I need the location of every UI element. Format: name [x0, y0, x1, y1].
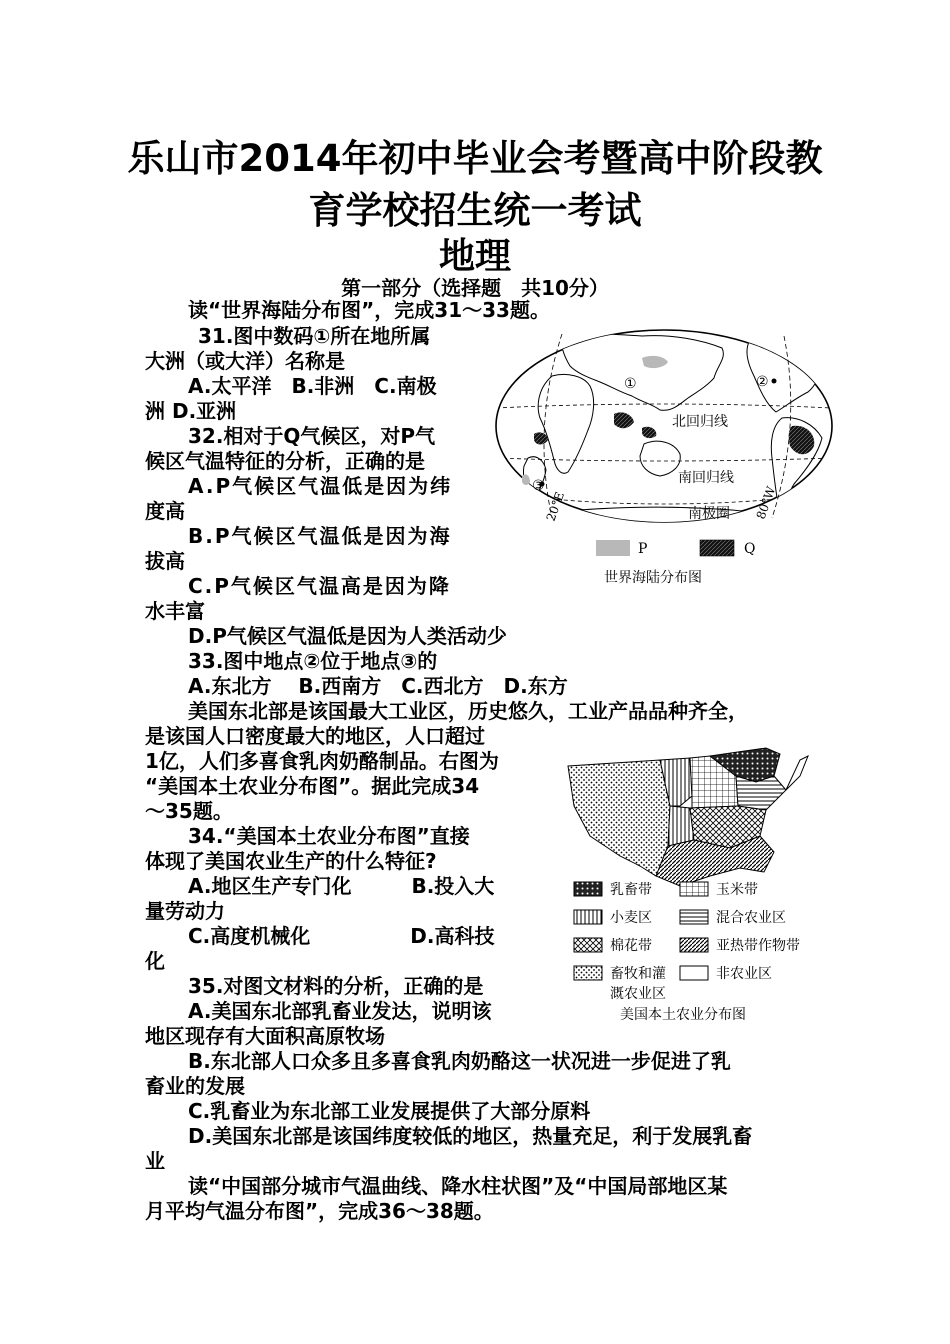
legend-corn: 玉米带	[716, 882, 758, 898]
q35-option-b-1: B.东北部人口众多且多喜食乳肉奶酪这一状况进一步促进了乳	[188, 1049, 731, 1073]
world-map-caption: 世界海陆分布图	[604, 570, 702, 586]
q31-options-b: 洲 D.亚洲	[145, 399, 237, 423]
legend-dairy: 乳畜带	[610, 882, 652, 898]
intro-us-4: “美国本土农业分布图”。据此完成34	[145, 774, 480, 798]
title-line-1: 乐山市2014年初中毕业会考暨高中阶段教	[127, 137, 823, 180]
intro-us-5: ～35题。	[145, 799, 233, 823]
q34-stem-a: 34.“美国本土农业分布图”直接	[188, 824, 470, 848]
legend-q-swatch	[700, 540, 734, 556]
legend-mixed: 混合农业区	[716, 910, 786, 926]
tropic-north-label: 北回归线	[672, 414, 728, 430]
point-2-dot	[772, 379, 777, 384]
point-2-label: ②	[756, 374, 769, 390]
q35-option-a-1: A.美国东北部乳畜业发达，说明该	[188, 999, 492, 1023]
us-map-caption: 美国本土农业分布图	[620, 1007, 746, 1023]
q34-stem-b: 体现了美国农业生产的什么特征?	[145, 849, 437, 873]
q33-stem: 33.图中地点②位于地点③的	[188, 649, 438, 673]
q32-stem-a: 32.相对于Q气候区，对P气	[188, 424, 436, 448]
q33-options: A.东北方 B.西南方 C.西北方 D.东方	[188, 674, 568, 698]
q34-options-ab-1: A.地区生产专门化 B.投入大	[188, 874, 495, 898]
meridian-west-label: 20°E	[543, 490, 568, 524]
meridian-east-label: 80°W	[753, 484, 779, 522]
q31-stem-b: 大洲（或大洋）名称是	[145, 349, 345, 373]
q35-option-c: C.乳畜业为东北部工业发展提供了大部分原料	[188, 1099, 591, 1123]
q32-stem-b: 候区气温特征的分析，正确的是	[145, 449, 425, 473]
us-map-regions	[568, 748, 808, 886]
intro-us-1: 美国东北部是该国最大工业区，历史悠久，工业产品品种齐全，	[188, 699, 748, 723]
legend-p-label: P	[638, 541, 648, 557]
legend-ranching: 畜牧和灌	[610, 966, 666, 982]
q32-option-d: D.P气候区气温低是因为人类活动少	[188, 624, 507, 648]
legend-nonag: 非农业区	[716, 966, 772, 982]
intro-china-2: 月平均气温分布图”，完成36～38题。	[145, 1199, 494, 1223]
q35-option-a-2: 地区现存有大面积高原牧场	[145, 1024, 385, 1048]
q32-option-b-1: B.P气候区气温低是因为海	[188, 524, 452, 548]
intro-china-1: 读“中国部分城市气温曲线、降水柱状图”及“中国局部地区某	[188, 1174, 728, 1198]
legend-p-swatch	[596, 540, 630, 556]
q35-option-d-1: D.美国东北部是该国纬度较低的地区，热量充足，利于发展乳畜	[188, 1124, 753, 1148]
title-line-2: 育学校招生统一考试	[308, 189, 642, 232]
legend-subtropical: 亚热带作物带	[716, 938, 800, 954]
q35-option-d-2: 业	[145, 1149, 165, 1173]
q34-options-ab-2: 量劳动力	[145, 899, 225, 923]
q32-option-a-2: 度高	[145, 499, 185, 523]
q31-stem-a: 31.图中数码①所在地所属	[198, 324, 431, 348]
antarctic-circle-label: 南极圈	[688, 506, 730, 522]
legend-ranching-2: 溉农业区	[610, 986, 666, 1002]
part-heading: 第一部分（选择题 共10分）	[341, 276, 609, 300]
intro-us-3: 1亿，人们多喜食乳肉奶酪制品。右图为	[145, 749, 499, 773]
legend-wheat: 小麦区	[610, 910, 652, 926]
world-map-figure	[492, 326, 837, 591]
tropic-south-label: 南回归线	[678, 470, 734, 486]
q34-options-cd-1: C.高度机械化 D.高科技	[188, 924, 495, 948]
intro-world-map: 读“世界海陆分布图”，完成31～33题。	[188, 298, 550, 322]
q34-options-cd-2: 化	[145, 949, 165, 973]
q32-option-c-1: C.P气候区气温高是因为降	[188, 574, 451, 598]
q31-options-a: A.太平洋 B.非洲 C.南极	[188, 374, 437, 398]
us-agriculture-figure	[560, 736, 820, 1026]
q35-option-b-2: 畜业的发展	[145, 1074, 245, 1098]
point-1-label: ①	[624, 376, 637, 392]
q35-stem: 35.对图文材料的分析，正确的是	[188, 974, 484, 998]
subject-title: 地理	[438, 236, 511, 277]
q32-option-a-1: A.P气候区气温低是因为纬	[188, 474, 453, 498]
legend-q-label: Q	[744, 541, 756, 557]
q32-option-c-2: 水丰富	[145, 599, 205, 623]
q32-option-b-2: 拔高	[145, 549, 185, 573]
intro-us-2: 是该国人口密度最大的地区，人口超过	[145, 724, 485, 748]
legend-cotton: 棉花带	[610, 938, 652, 954]
point-3-label: ③	[532, 478, 545, 494]
